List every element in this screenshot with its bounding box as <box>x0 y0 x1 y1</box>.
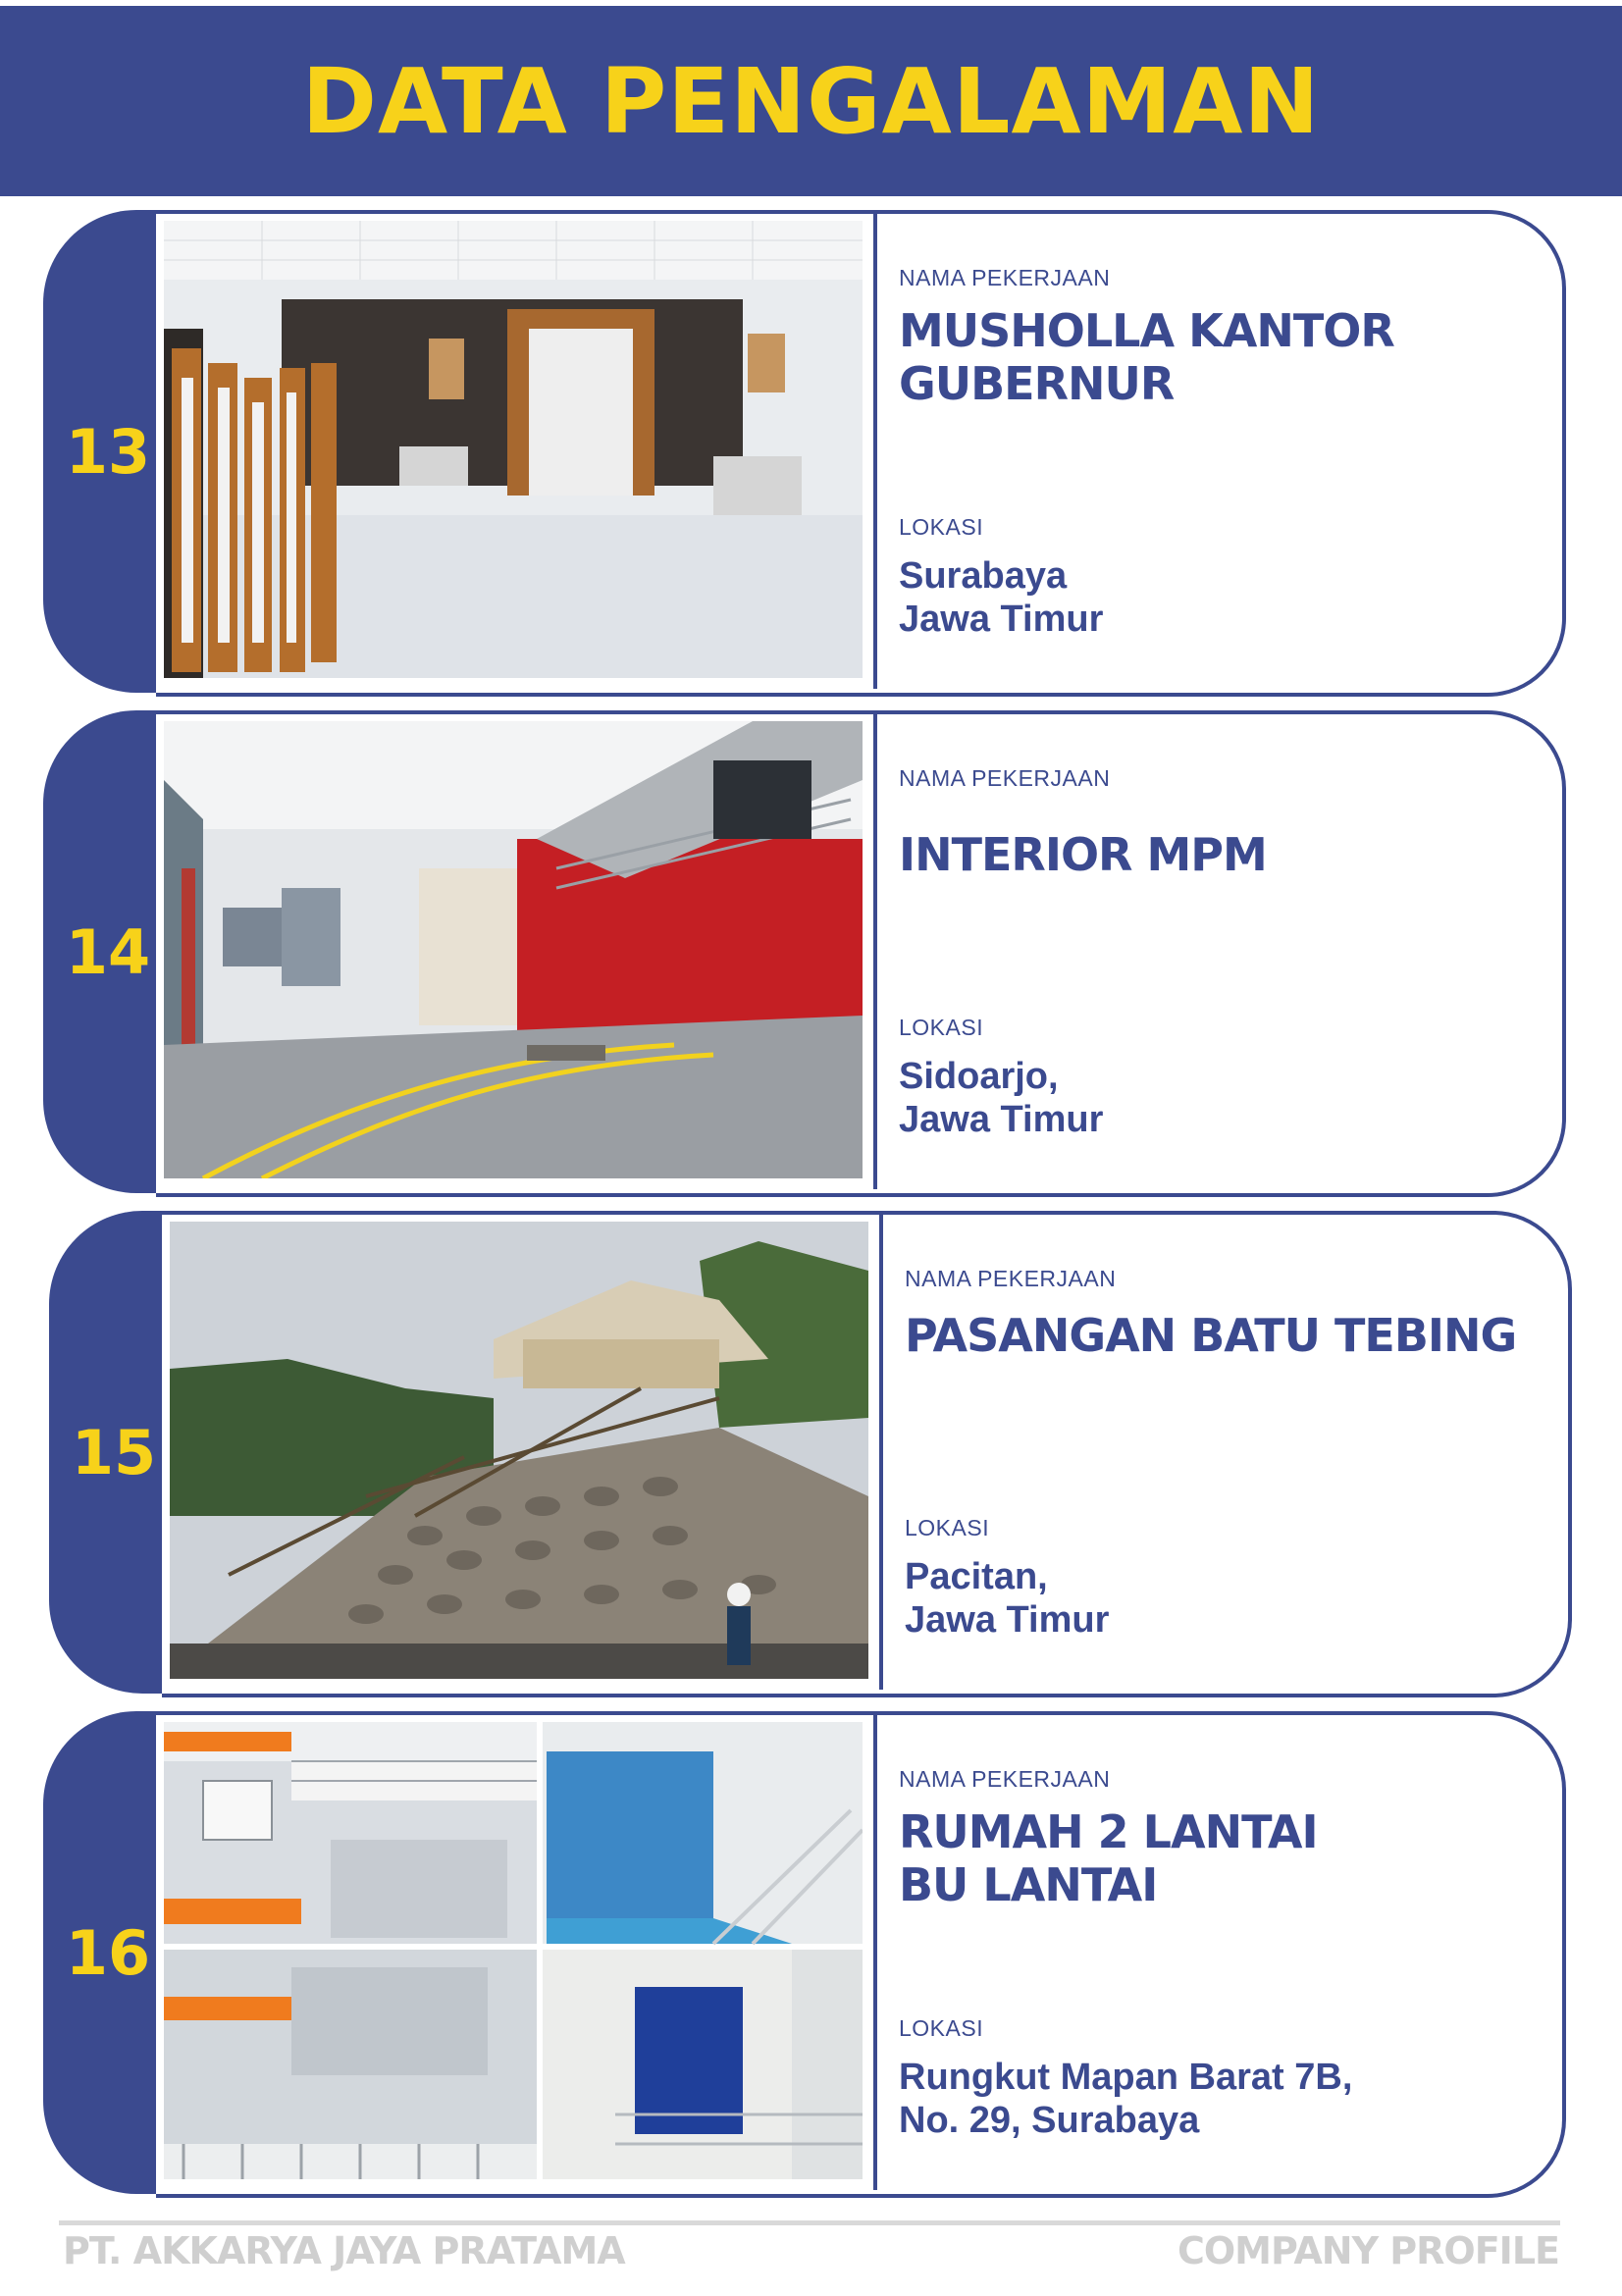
project-title-line1: INTERIOR MPM <box>899 828 1267 881</box>
location-label: LOKASI <box>899 1015 984 1040</box>
project-title-line1: PASANGAN BATU TEBING <box>905 1309 1517 1362</box>
project-photo-rumah-2-lantai <box>161 1719 865 2182</box>
job-name-label: NAMA PEKERJAAN <box>899 1766 1111 1792</box>
project-title-line2: GUBERNUR <box>899 357 1175 410</box>
location-line2: Jawa Timur <box>905 1599 1110 1641</box>
location-line1: Pacitan, <box>905 1556 1048 1597</box>
project-number: 14 <box>65 915 151 988</box>
location-line1: Surabaya <box>899 555 1068 597</box>
project-photo-batu-tebing <box>167 1219 871 1682</box>
location-line2: Jawa Timur <box>899 1099 1104 1140</box>
location-line1: Rungkut Mapan Barat 7B, <box>899 2057 1353 2098</box>
project-number: 16 <box>65 1916 151 1989</box>
project-number: 15 <box>71 1416 157 1488</box>
location-line1: Sidoarjo, <box>899 1056 1059 1097</box>
project-photo-interior-mpm <box>161 718 865 1181</box>
footer-divider <box>59 2220 1560 2225</box>
location-label: LOKASI <box>899 514 984 540</box>
project-card-14 <box>43 710 1566 1193</box>
job-name-label: NAMA PEKERJAAN <box>905 1266 1117 1291</box>
project-number: 13 <box>65 415 151 488</box>
footer-company: PT. AKKARYA JAYA PRATAMA <box>63 2229 625 2272</box>
project-title-line2: BU LANTAI <box>899 1858 1158 1911</box>
location-label: LOKASI <box>905 1515 990 1540</box>
location-line2: No. 29, Surabaya <box>899 2100 1200 2141</box>
project-card-16 <box>43 1711 1566 2194</box>
project-title-line1: RUMAH 2 LANTAI <box>899 1805 1318 1858</box>
job-name-label: NAMA PEKERJAAN <box>899 265 1111 290</box>
page-header <box>0 6 1622 196</box>
project-photo-musholla <box>161 218 865 681</box>
footer-doc-title: COMPANY PROFILE <box>1177 2229 1559 2272</box>
page-title: DATA PENGALAMAN <box>301 48 1321 154</box>
project-card-13 <box>43 210 1566 693</box>
location-line2: Jawa Timur <box>899 599 1104 640</box>
project-title-line1: MUSHOLLA KANTOR <box>899 304 1394 357</box>
project-card-15 <box>49 1211 1572 1694</box>
job-name-label: NAMA PEKERJAAN <box>899 765 1111 791</box>
location-label: LOKASI <box>899 2015 984 2041</box>
